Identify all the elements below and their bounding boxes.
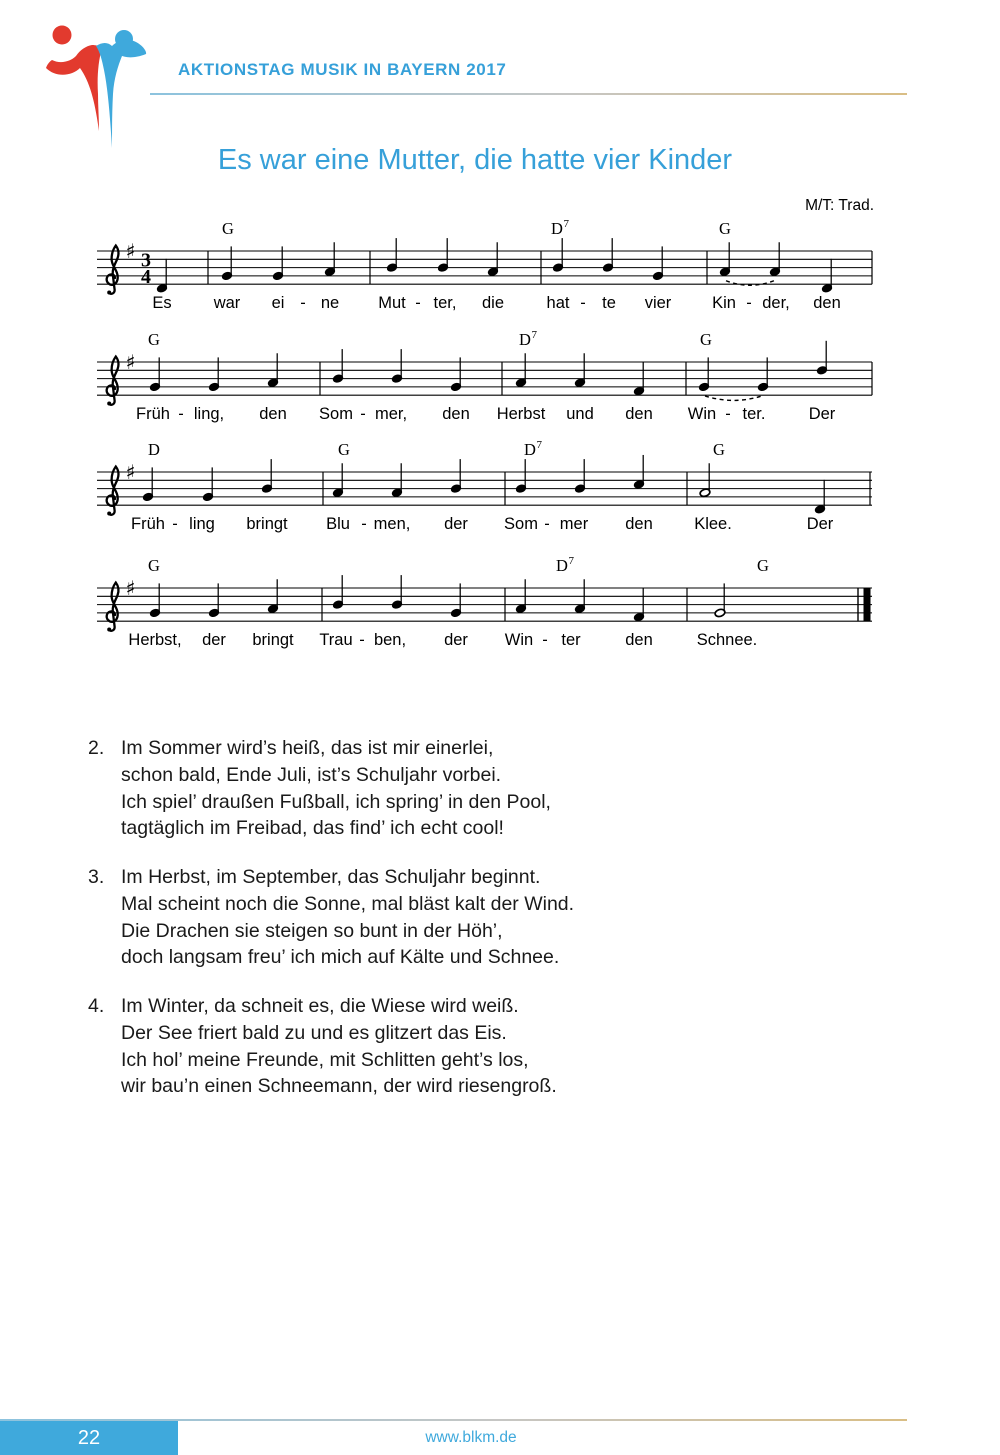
lyric: vier bbox=[644, 294, 672, 312]
verse-line: wir bau’n einen Schneemann, der wird riesengroß. bbox=[121, 1075, 557, 1098]
lyric: Blu bbox=[326, 515, 350, 533]
treble-clef-icon bbox=[107, 291, 111, 295]
verse-line: Ich hol’ meine Freunde, mit Schlitten geht’s los, bbox=[121, 1048, 529, 1071]
lyric: Trau bbox=[319, 631, 353, 649]
lyric: - bbox=[580, 294, 586, 312]
lyric: Herbst bbox=[496, 405, 546, 423]
lyric: ei bbox=[271, 294, 285, 312]
treble-clef-icon bbox=[107, 628, 111, 632]
final-barline bbox=[864, 588, 871, 621]
slur bbox=[705, 396, 762, 401]
lyric: hat bbox=[546, 294, 570, 312]
verse-line: Ich spiel’ draußen Fußball, ich spring’ in den Pool, bbox=[121, 790, 551, 813]
treble-clef-icon bbox=[107, 512, 111, 516]
staff-system bbox=[97, 218, 872, 312]
lyric: mer bbox=[559, 515, 589, 533]
treble-clef-icon bbox=[107, 357, 119, 405]
staff-system bbox=[97, 555, 872, 649]
lyric: mer, bbox=[374, 405, 408, 423]
lyric: ne bbox=[320, 294, 340, 312]
lyric: Win bbox=[687, 405, 717, 423]
chord-symbol: G bbox=[148, 556, 160, 575]
verse-line: Mal scheint noch die Sonne, mal bläst kalt der Wind. bbox=[121, 892, 575, 915]
logo bbox=[40, 18, 152, 158]
sheet-music bbox=[0, 205, 1000, 675]
footer bbox=[0, 1429, 942, 1447]
verse-number: 4. bbox=[88, 995, 105, 1017]
lyric: der, bbox=[762, 294, 790, 312]
lyric: den bbox=[625, 405, 653, 423]
lyric: die bbox=[481, 294, 505, 312]
verse-line: tagtäglich im Freibad, das find’ ich echt cool! bbox=[121, 817, 504, 840]
key-signature-sharp: ♯ bbox=[125, 350, 136, 374]
chord-symbol: G bbox=[148, 330, 160, 349]
lyric: ter bbox=[561, 631, 581, 649]
staff-system bbox=[97, 329, 872, 423]
key-signature-sharp: ♯ bbox=[125, 460, 136, 484]
lyric: den bbox=[625, 515, 653, 533]
lyric: men, bbox=[373, 515, 411, 533]
treble-clef-icon bbox=[107, 467, 119, 515]
verse bbox=[88, 864, 574, 971]
lyric: den bbox=[813, 294, 841, 312]
lyric: Kin bbox=[712, 294, 736, 312]
lyric: ben, bbox=[373, 631, 407, 649]
lyric: Win bbox=[504, 631, 534, 649]
page-number: 22 bbox=[77, 1426, 101, 1449]
lyric: - bbox=[172, 515, 178, 533]
song-credit: M/T: Trad. bbox=[805, 197, 874, 214]
verse bbox=[88, 993, 557, 1100]
lyric: der bbox=[444, 515, 468, 533]
treble-clef-icon bbox=[107, 246, 119, 294]
lyric: Klee. bbox=[694, 515, 732, 533]
time-signature: 4 bbox=[141, 266, 151, 288]
verse-line: Im Sommer wird’s heiß, das ist mir einerlei, bbox=[121, 737, 494, 759]
chord-symbol: G bbox=[222, 219, 234, 238]
staff-system bbox=[97, 439, 872, 533]
lyric: Es bbox=[152, 294, 172, 312]
chord-symbol: G bbox=[719, 219, 731, 238]
treble-clef-icon bbox=[107, 402, 111, 406]
lyric: - bbox=[544, 515, 550, 533]
lyric: Der bbox=[808, 405, 836, 423]
lyric: Mut bbox=[378, 294, 406, 312]
lyric: Früh bbox=[136, 405, 170, 423]
lyric: Früh bbox=[131, 515, 165, 533]
treble-clef-icon bbox=[107, 583, 119, 631]
lyric: bringt bbox=[246, 515, 288, 533]
lyric: - bbox=[361, 515, 367, 533]
lyric: ling, bbox=[193, 405, 225, 423]
time-signature: 3 bbox=[141, 249, 151, 272]
chord-symbol: D bbox=[519, 330, 531, 349]
chord-symbol: 7 bbox=[531, 329, 537, 341]
lyric: und bbox=[566, 405, 594, 423]
lyric: ter. bbox=[742, 405, 766, 423]
lyric: den bbox=[625, 631, 653, 649]
lyric: - bbox=[746, 294, 752, 312]
lyric: der bbox=[444, 631, 468, 649]
chord-symbol: D bbox=[148, 440, 160, 459]
lyric: ter, bbox=[433, 294, 457, 312]
verse-line: Der See friert bald zu und es glitzert das Eis. bbox=[121, 1021, 507, 1044]
chord-symbol: D bbox=[524, 440, 536, 459]
chord-symbol: G bbox=[338, 440, 350, 459]
lyric: - bbox=[542, 631, 548, 649]
lyric: - bbox=[178, 405, 184, 423]
header-title: AKTIONSTAG MUSIK IN BAYERN 2017 bbox=[178, 60, 507, 79]
lyric: - bbox=[725, 405, 731, 423]
lyric: Der bbox=[806, 515, 834, 533]
song-title: Es war eine Mutter, die hatte vier Kinder bbox=[217, 144, 733, 176]
website-link[interactable]: www.blkm.de bbox=[425, 1429, 517, 1446]
lyric: Herbst, bbox=[128, 631, 182, 649]
lyric: Som bbox=[504, 515, 538, 533]
lyric: ling bbox=[189, 515, 215, 533]
chord-symbol: D bbox=[556, 556, 568, 575]
lyric: den bbox=[259, 405, 287, 423]
lyric: Schnee. bbox=[696, 631, 758, 649]
chord-symbol: 7 bbox=[536, 439, 542, 451]
lyric: Som bbox=[319, 405, 353, 423]
logo-red-figure bbox=[46, 26, 102, 132]
key-signature-sharp: ♯ bbox=[125, 576, 136, 600]
chord-symbol: G bbox=[757, 556, 769, 575]
lyric: - bbox=[359, 631, 365, 649]
verse-line: Im Herbst, im September, das Schuljahr beginnt. bbox=[121, 866, 541, 888]
chord-symbol: D bbox=[551, 219, 563, 238]
lyric: - bbox=[415, 294, 421, 312]
chord-symbol: G bbox=[713, 440, 725, 459]
verse-line: doch langsam freu’ ich mich auf Kälte und Schnee. bbox=[121, 946, 560, 969]
lyric: war bbox=[213, 294, 241, 312]
lyric: bringt bbox=[252, 631, 294, 649]
key-signature-sharp: ♯ bbox=[125, 239, 136, 263]
lyric: te bbox=[602, 294, 616, 312]
lyric: - bbox=[300, 294, 306, 312]
lyric: den bbox=[442, 405, 470, 423]
header-rule bbox=[150, 93, 907, 95]
chord-symbol: 7 bbox=[568, 555, 574, 567]
verse-number: 3. bbox=[88, 866, 105, 888]
lyric: - bbox=[360, 405, 366, 423]
lyric: der bbox=[202, 631, 226, 649]
verse bbox=[88, 735, 551, 842]
verse-line: Im Winter, da schneit es, die Wiese wird weiß. bbox=[121, 995, 519, 1017]
verse-line: Die Drachen sie steigen so bunt in der Höh’, bbox=[121, 919, 503, 942]
chord-symbol: G bbox=[700, 330, 712, 349]
chord-symbol: 7 bbox=[563, 218, 569, 230]
logo-blue-figure bbox=[96, 30, 146, 148]
verse-number: 2. bbox=[88, 737, 105, 759]
verse-line: schon bald, Ende Juli, ist’s Schuljahr vorbei. bbox=[121, 763, 502, 786]
